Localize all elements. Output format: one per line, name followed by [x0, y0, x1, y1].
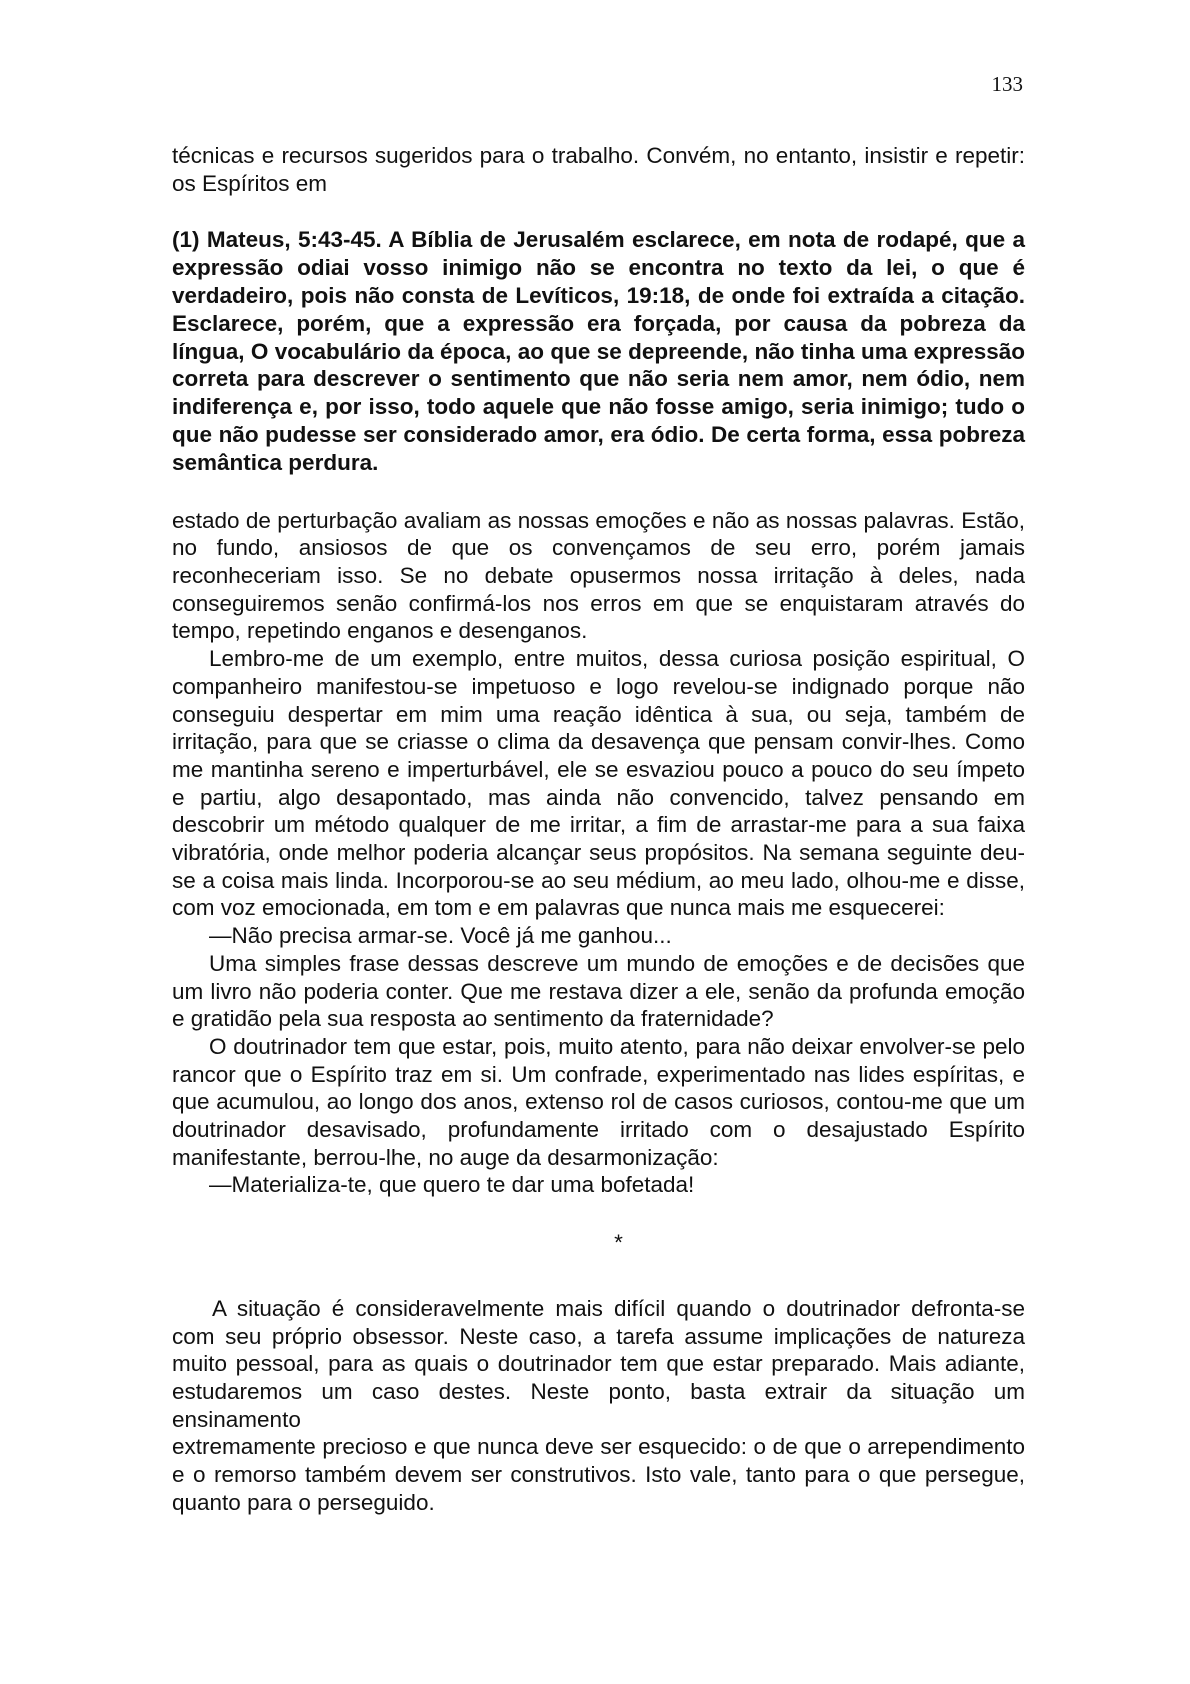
page-body — [172, 142, 1025, 1516]
paragraph-intro: técnicas e recursos sugeridos para o trabalho. Convém, no entanto, insistir e repetir: os Espíritos em — [172, 143, 1025, 196]
paragraph-continuation: estado de perturbação avaliam as nossas emoções e não as nossas palavras. Estão, no fundo, ansiosos de que os convençamos de seu erro, porém jamais reconheceriam isso. Se no debate opusermos nossa irritação à deles, nada conseguiremos senão confirmá-los nos erros em que se enquistaram através do tempo, repetindo enganos e desenganos. — [172, 507, 1025, 644]
paragraph-example: Lembro-me de um exemplo, entre muitos, dessa curiosa posição espiritual, O companheiro manifestou-se impetuoso e logo revelou-se indignado porque não conseguiu despertar em mim uma reação idêntica à sua, ou seja, também de irritação, para que se criasse o clima da desavença que pensam convir-lhes. Como me mantinha sereno e imperturbável, ele se esvaziou pouco a pouco do seu ímpeto e partiu, algo desapontado, mas ainda não convencido, talvez pensando em descobrir um método qualquer de me irritar, a fim de arrastar-me para a sua faixa vibratória, onde melhor poderia alcançar seus propósitos. Na semana seguinte deu-se a coisa mais linda. Incorporou-se ao seu médium, ao meu lado, olhou-me e disse, com voz emocionada, em tom e em palavras que nunca mais me esquecerei: — [172, 646, 1025, 921]
footnote: (1) Mateus, 5:43-45. A Bíblia de Jerusalém esclarece, em nota de rodapé, que a expressão odiai vosso inimigo não se encontra no texto da lei, o que é verdadeiro, pois não consta de Levíticos, 19:18, de onde foi extraída a citação. Esclarece, porém, que a expressão era forçada, por causa da pobreza da língua, O vocabulário da época, ao que se depreende, não tinha uma expressão correta para descrever o sentimento que não seria nem amor, nem ódio, nem indiferença e, por isso, todo aquele que não fosse amigo, seria inimigo; tudo o que não pudesse ser considerado amor, era ódio. De certa forma, essa pobreza semântica perdura. — [172, 227, 1025, 475]
section-separator: * — [614, 1230, 623, 1256]
paragraph-reflection: Uma simples frase dessas descreve um mundo de emoções e de decisões que um livro não poderia conter. Que me restava dizer a ele, senão da profunda emoção e gratidão pela sua resposta ao sentimento da fraternidade? — [172, 950, 1025, 1032]
paragraph-conclusion: extremamente precioso e que nunca deve ser esquecido: o de que o arrependimento e o remorso também devem ser construtivos. Isto vale, tanto para o que persegue, quanto para o perseguido. — [172, 1434, 1025, 1515]
paragraph-obsessor: A situação é consideravelmente mais difícil quando o doutrinador defronta-se com seu próprio obsessor. Neste caso, a tarefa assume implicações de natureza muito pessoal, para as quais o doutrinador tem que estar preparado. Mais adiante, estudaremos um caso destes. Neste ponto, basta extrair da situação um ensinamento — [172, 1295, 1025, 1432]
paragraph-doutrinador: O doutrinador tem que estar, pois, muito atento, para não deixar envolver-se pelo rancor que o Espírito traz em si. Um confrade, experimentado nas lides espíritas, e que acumulou, ao longo dos anos, extenso rol de casos curiosos, contou-me que um doutrinador desavisado, profundamente irritado com o desajustado Espírito manifestante, berrou-lhe, no auge da desarmonização: — [172, 1033, 1025, 1170]
page-number: 133 — [991, 72, 1023, 96]
dialogue-line: —Materializa-te, que quero te dar uma bofetada! — [209, 1172, 695, 1198]
dialogue-line: —Não precisa armar-se. Você já me ganhou... — [209, 923, 672, 949]
